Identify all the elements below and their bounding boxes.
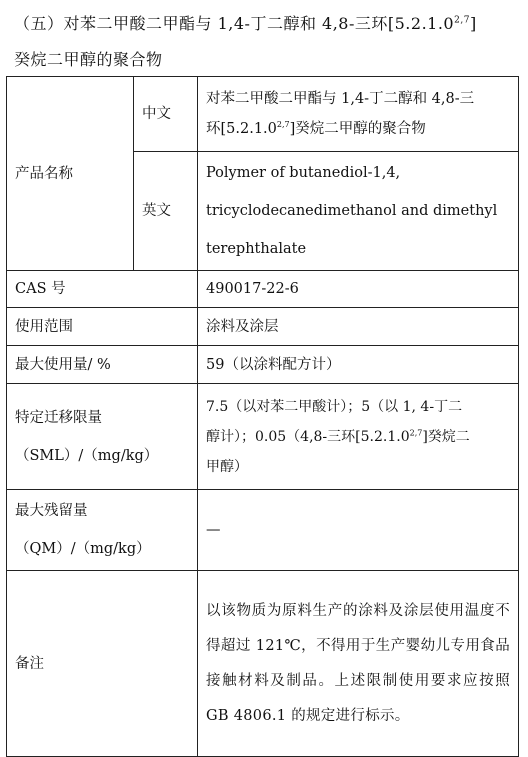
chinese-label: 中文 bbox=[134, 77, 198, 152]
sml-value: 7.5（以对苯二甲酸计）；5（以 1, 4-丁二 醇计）；0.05（4,8-三环[5.2.1.0$^{2,7}$]癸烷二 甲醇） bbox=[198, 384, 519, 490]
remark-value: 以该物质为原料生产的涂料及涂层使用温度不得超过 121℃，不得用于生产婴幼儿专用食品接触材料及制品。上述限制使用要求应按照 GB 4806.1 的规定进行标示。 bbox=[198, 571, 519, 757]
table-row-name-cn bbox=[7, 77, 519, 152]
heading-line1: （五）对苯二甲酸二甲酯与 1,4-丁二醇和 4,8-三环[5.2.1.0$^{2,7}$] bbox=[14, 14, 477, 33]
table-row-scope bbox=[7, 308, 519, 346]
cas-label: CAS 号 bbox=[7, 271, 198, 308]
heading-superscript: 2,7 bbox=[454, 15, 470, 26]
table-row-sml bbox=[7, 384, 519, 490]
chinese-name-value: 对苯二甲酸二甲酯与 1,4-丁二醇和 4,8-三 环[5.2.1.0$^{2,7}$]癸烷二甲醇的聚合物 bbox=[198, 77, 519, 152]
table-row-max-use bbox=[7, 346, 519, 384]
cas-value: 490017-22-6 bbox=[198, 271, 519, 308]
qm-label: 最大残留量 （QM）/（mg/kg） bbox=[7, 490, 198, 571]
qm-value: — bbox=[198, 490, 519, 571]
sml-label: 特定迁移限量 （SML）/（mg/kg） bbox=[7, 384, 198, 490]
heading-line2: 癸烷二甲醇的聚合物 bbox=[14, 50, 163, 69]
scope-label: 使用范围 bbox=[7, 308, 198, 346]
scope-value: 涂料及涂层 bbox=[198, 308, 519, 346]
table-row-cas bbox=[7, 271, 519, 308]
substance-table bbox=[6, 76, 519, 757]
remark-label: 备注 bbox=[7, 571, 198, 757]
product-name-label: 产品名称 bbox=[7, 77, 134, 271]
table-row-qm bbox=[7, 490, 519, 571]
table-row-remark bbox=[7, 571, 519, 757]
english-label: 英文 bbox=[134, 152, 198, 271]
english-name-value: Polymer of butanediol-1,4, tricyclodecanedimethanol and dimethyl terephthalate bbox=[198, 152, 519, 271]
max-use-value: 59（以涂料配方计） bbox=[198, 346, 519, 384]
section-heading bbox=[14, 6, 519, 78]
max-use-label: 最大使用量/ % bbox=[7, 346, 198, 384]
